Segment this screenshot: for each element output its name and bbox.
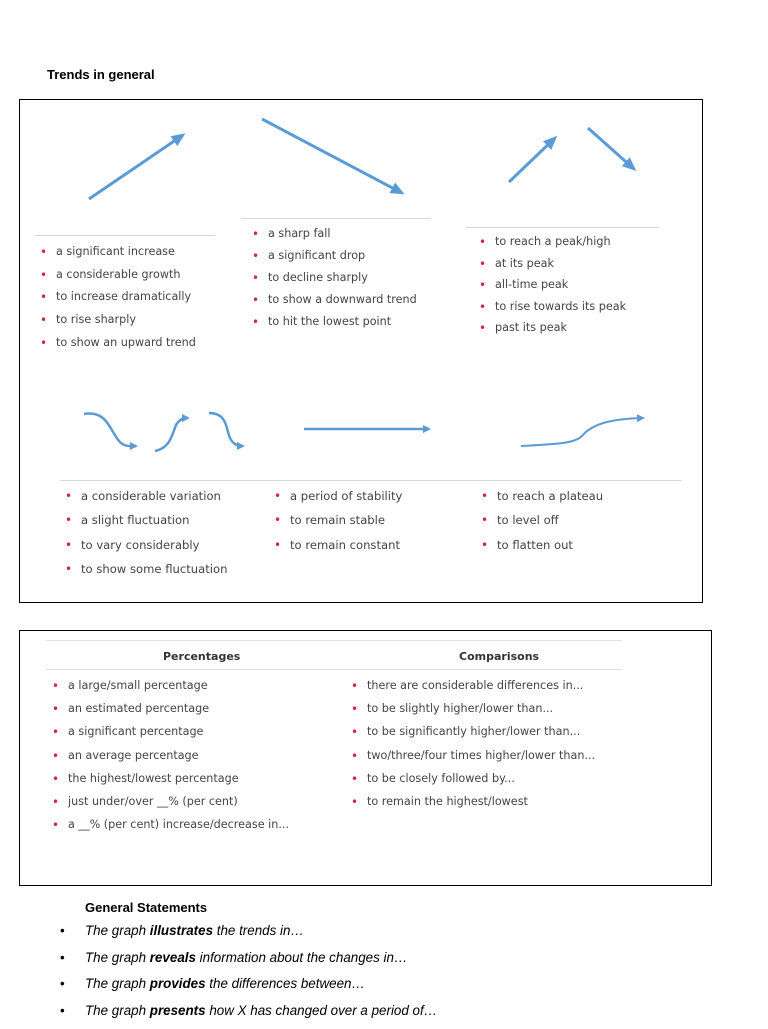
list-item: • to reach a peak/high (479, 235, 626, 257)
list-item: • to rise sharply (40, 313, 196, 336)
list-item: • a sharp fall (252, 227, 417, 249)
trends-heading: Trends in general (47, 67, 155, 82)
list-item: • to show a downward trend (252, 293, 417, 315)
list-item: • to increase dramatically (40, 290, 196, 313)
list-item: • to hit the lowest point (252, 315, 417, 337)
list-item: • to rise towards its peak (479, 300, 626, 322)
general-statements-heading: General Statements (85, 900, 207, 915)
divider (46, 640, 622, 641)
list-item: • to vary considerably (65, 538, 227, 562)
list-item: • The graph reveals information about the changes in… (60, 950, 437, 977)
list-item: • to be closely followed by... (351, 772, 595, 795)
list-item: • to remain the highest/lowest (351, 795, 595, 818)
list-item: • to decline sharply (252, 271, 417, 293)
list-item: • at its peak (479, 257, 626, 279)
list-item: • to be slightly higher/lower than... (351, 702, 595, 725)
list-item: • The graph provides the differences between… (60, 976, 437, 1003)
comparisons-list (351, 679, 595, 818)
trend-list-stability (274, 489, 402, 562)
list-item: • a significant increase (40, 245, 196, 268)
divider (46, 669, 622, 670)
list-item: • all-time peak (479, 278, 626, 300)
list-item: • an estimated percentage (52, 702, 289, 725)
list-item: • just under/over __% (per cent) (52, 795, 289, 818)
list-item: • a significant percentage (52, 725, 289, 748)
list-item: • a considerable variation (65, 489, 227, 513)
percentages-list (52, 679, 289, 841)
list-item: • past its peak (479, 321, 626, 343)
list-item: • a significant drop (252, 249, 417, 271)
list-item: • to show some fluctuation (65, 562, 227, 586)
trend-list-plateau (481, 489, 603, 562)
general-statements-list (60, 923, 437, 1029)
list-item: • to remain stable (274, 513, 402, 537)
list-item: • to level off (481, 513, 603, 537)
list-item: • a considerable growth (40, 268, 196, 291)
divider (60, 480, 682, 481)
list-item: • to be significantly higher/lower than... (351, 725, 595, 748)
comparisons-heading: Comparisons (459, 650, 539, 663)
list-item: • to remain constant (274, 538, 402, 562)
trend-list-fluctuation (65, 489, 227, 586)
list-item: • a __% (per cent) increase/decrease in... (52, 818, 289, 841)
list-item: • an average percentage (52, 749, 289, 772)
list-item: • a period of stability (274, 489, 402, 513)
list-item: • two/three/four times higher/lower than... (351, 749, 595, 772)
list-item: • The graph presents how X has changed over a period of… (60, 1003, 437, 1029)
percentages-heading: Percentages (163, 650, 240, 663)
list-item: • to show an upward trend (40, 336, 196, 359)
list-item: • a large/small percentage (52, 679, 289, 702)
list-item: • a slight fluctuation (65, 513, 227, 537)
list-item: • the highest/lowest percentage (52, 772, 289, 795)
list-item: • there are considerable differences in... (351, 679, 595, 702)
list-item: • The graph illustrates the trends in… (60, 923, 437, 950)
list-item: • to flatten out (481, 538, 603, 562)
list-item: • to reach a plateau (481, 489, 603, 513)
